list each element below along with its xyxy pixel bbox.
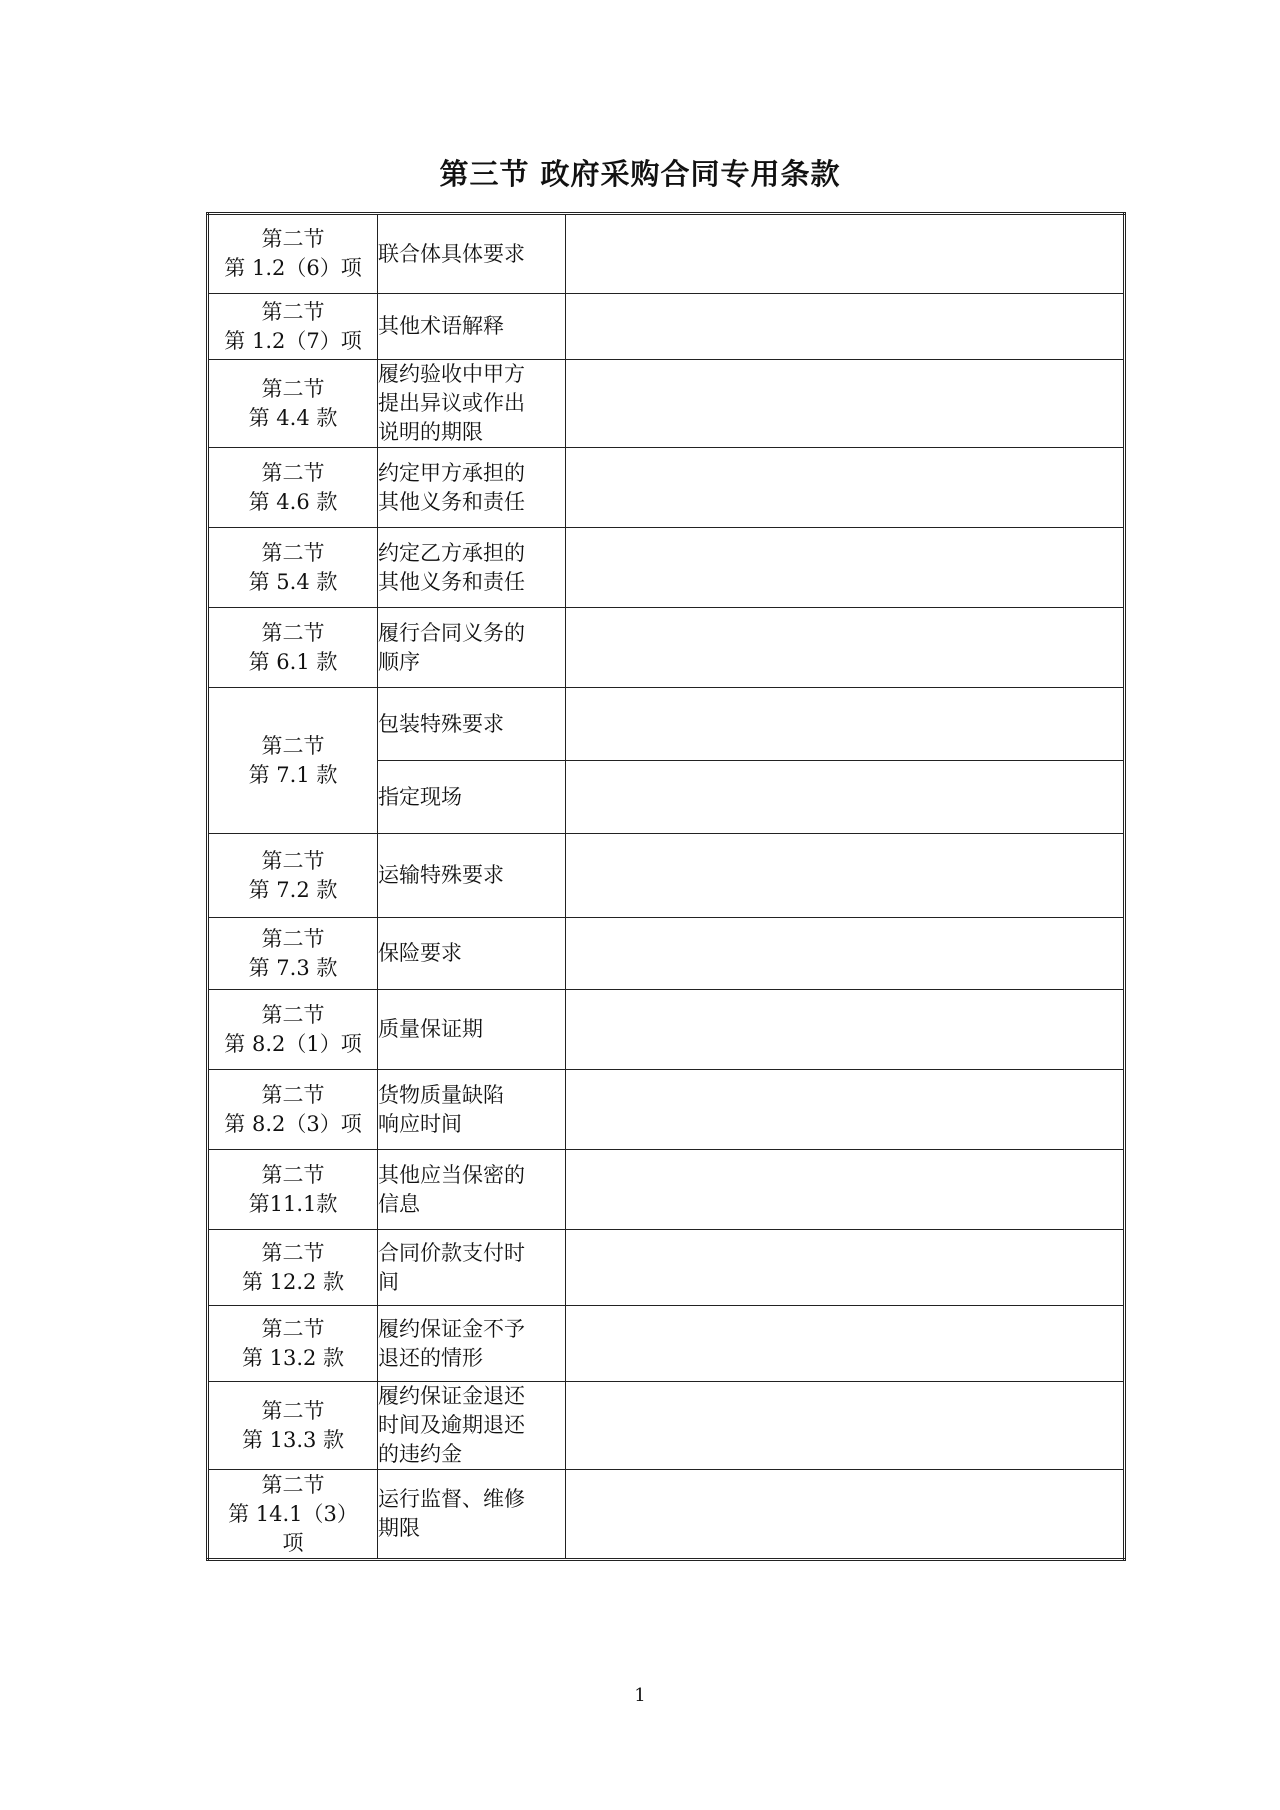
clause-reference-line: 第二节 [261, 733, 325, 758]
table-row [208, 1150, 1125, 1230]
term-item-line: 其他术语解释 [378, 314, 504, 338]
clause-reference-line: 第二节 [261, 1162, 325, 1187]
term-value-cell[interactable] [566, 360, 1125, 448]
term-item-line: 货物质量缺陷 [378, 1082, 504, 1107]
term-item-cell [378, 1470, 566, 1560]
term-item-cell [378, 688, 566, 761]
table-row [208, 1230, 1125, 1306]
clause-reference-line: 第11.1款 [248, 1191, 338, 1216]
term-value-cell[interactable] [566, 1230, 1125, 1306]
clause-reference-line: 第 8.2（3）项 [224, 1111, 362, 1136]
term-item-cell [378, 528, 566, 608]
table-row [208, 1306, 1125, 1382]
clause-reference-line: 第 7.2 款 [248, 877, 338, 902]
clause-reference-line: 第 8.2（1）项 [224, 1031, 362, 1056]
term-value-cell[interactable] [566, 448, 1125, 528]
term-item-cell [378, 1150, 566, 1230]
term-value-cell[interactable] [566, 214, 1125, 294]
term-item-line: 时间及逾期退还 [378, 1413, 525, 1437]
clause-reference-line: 第二节 [261, 848, 325, 873]
clause-reference-cell [208, 528, 378, 608]
term-value-cell[interactable] [566, 1306, 1125, 1382]
clause-reference-line: 第 4.4 款 [248, 405, 338, 430]
term-item-line: 的违约金 [378, 1442, 462, 1466]
clause-reference-line: 第 13.3 款 [241, 1427, 345, 1452]
term-item-cell [378, 448, 566, 528]
special-terms-table [206, 212, 1126, 1561]
term-item-line: 间 [378, 1269, 399, 1294]
clause-reference-cell [208, 1230, 378, 1306]
term-item-line: 响应时间 [378, 1111, 462, 1136]
clause-reference-cell [208, 990, 378, 1070]
term-value-cell[interactable] [566, 918, 1125, 990]
clause-reference-line: 第二节 [261, 1316, 325, 1341]
term-item-line: 包装特殊要求 [378, 711, 504, 736]
clause-reference-cell [208, 918, 378, 990]
term-value-cell[interactable] [566, 528, 1125, 608]
term-item-cell [378, 1382, 566, 1470]
term-value-cell[interactable] [566, 294, 1125, 360]
term-item-line: 合同价款支付时 [378, 1240, 525, 1265]
table-row [208, 360, 1125, 448]
term-item-line: 约定甲方承担的 [378, 460, 525, 485]
clause-reference-line: 第 1.2（6）项 [224, 256, 362, 280]
clause-reference-line: 第 4.6 款 [248, 489, 338, 514]
clause-reference-cell [208, 1306, 378, 1382]
clause-reference-cell [208, 608, 378, 688]
table-row [208, 1070, 1125, 1150]
clause-reference-cell [208, 448, 378, 528]
table-row [208, 918, 1125, 990]
clause-reference-cell [208, 688, 378, 834]
clause-reference-line: 第 12.2 款 [241, 1269, 345, 1294]
clause-reference-line: 第 6.1 款 [248, 649, 338, 674]
term-item-line: 信息 [378, 1191, 420, 1216]
term-item-line: 指定现场 [378, 784, 462, 809]
clause-reference-line: 第二节 [261, 1398, 325, 1423]
table-row [208, 294, 1125, 360]
page-number: 1 [634, 1685, 646, 1706]
term-item-line: 其他应当保密的 [378, 1162, 525, 1187]
term-item-cell [378, 294, 566, 360]
clause-reference-line: 第 14.1（3） [228, 1501, 358, 1526]
clause-reference-line: 第二节 [261, 1082, 325, 1107]
clause-reference-line: 第 7.3 款 [248, 955, 338, 980]
term-value-cell[interactable] [566, 1382, 1125, 1470]
term-value-cell[interactable] [566, 1150, 1125, 1230]
term-item-cell [378, 214, 566, 294]
term-item-cell [378, 1306, 566, 1382]
term-item-line: 其他义务和责任 [378, 489, 525, 514]
term-item-cell [378, 990, 566, 1070]
clause-reference-line: 第 1.2（7）项 [224, 328, 362, 353]
term-item-line: 运行监督、维修 [378, 1487, 525, 1511]
clause-reference-cell [208, 214, 378, 294]
term-item-line: 运输特殊要求 [378, 863, 504, 887]
clause-reference-cell [208, 360, 378, 448]
clause-reference-line: 第二节 [261, 540, 325, 565]
term-item-cell [378, 834, 566, 918]
term-value-cell[interactable] [566, 834, 1125, 918]
term-item-line: 联合体具体要求 [378, 241, 525, 266]
clause-reference-cell [208, 834, 378, 918]
clause-reference-line: 第二节 [261, 926, 325, 951]
table-row [208, 1470, 1125, 1560]
clause-reference-cell [208, 294, 378, 360]
clause-reference-line: 第二节 [261, 620, 325, 645]
term-item-line: 履约保证金退还 [378, 1384, 525, 1408]
term-item-line: 提出异议或作出 [378, 391, 525, 415]
clause-reference-line: 第二节 [261, 1472, 325, 1497]
term-value-cell[interactable] [566, 990, 1125, 1070]
term-item-cell [378, 918, 566, 990]
term-item-line: 履约验收中甲方 [378, 362, 525, 386]
term-item-cell [378, 1230, 566, 1306]
term-item-line: 约定乙方承担的 [378, 540, 525, 565]
table-row [208, 990, 1125, 1070]
term-item-line: 履行合同义务的 [378, 620, 525, 645]
clause-reference-line: 第 13.2 款 [241, 1345, 345, 1370]
clause-reference-line: 第二节 [261, 227, 325, 251]
term-item-line: 保险要求 [378, 941, 462, 965]
term-item-line: 期限 [378, 1516, 420, 1540]
term-item-line: 履约保证金不予 [378, 1316, 525, 1341]
term-value-cell[interactable] [566, 1470, 1125, 1560]
clause-reference-line: 项 [282, 1530, 304, 1555]
term-item-line: 其他义务和责任 [378, 569, 525, 594]
table-row [208, 214, 1125, 294]
table-row [208, 608, 1125, 688]
term-item-line: 顺序 [378, 649, 420, 674]
clause-reference-cell [208, 1150, 378, 1230]
clause-reference-line: 第二节 [261, 1002, 325, 1027]
clause-reference-line: 第二节 [261, 299, 325, 324]
table-row [208, 688, 1125, 761]
page-title: 第三节 政府采购合同专用条款 [439, 157, 841, 191]
term-item-cell [378, 761, 566, 834]
term-item-line: 质量保证期 [378, 1017, 483, 1041]
table-row [208, 834, 1125, 918]
clause-reference-cell [208, 1070, 378, 1150]
term-value-cell[interactable] [566, 608, 1125, 688]
term-item-cell [378, 1070, 566, 1150]
clause-reference-line: 第二节 [261, 1240, 325, 1265]
table-row [208, 528, 1125, 608]
clause-reference-line: 第 5.4 款 [248, 569, 338, 594]
term-item-line: 退还的情形 [378, 1345, 483, 1370]
clause-reference-line: 第 7.1 款 [248, 762, 338, 787]
clause-reference-cell [208, 1382, 378, 1470]
term-value-cell[interactable] [566, 761, 1125, 834]
clause-reference-cell [208, 1470, 378, 1560]
clause-reference-line: 第二节 [261, 376, 325, 401]
term-item-line: 说明的期限 [378, 420, 483, 444]
term-item-cell [378, 360, 566, 448]
term-value-cell[interactable] [566, 1070, 1125, 1150]
term-item-cell [378, 608, 566, 688]
table-row [208, 448, 1125, 528]
term-value-cell[interactable] [566, 688, 1125, 761]
clause-reference-line: 第二节 [261, 460, 325, 485]
table-row [208, 1382, 1125, 1470]
